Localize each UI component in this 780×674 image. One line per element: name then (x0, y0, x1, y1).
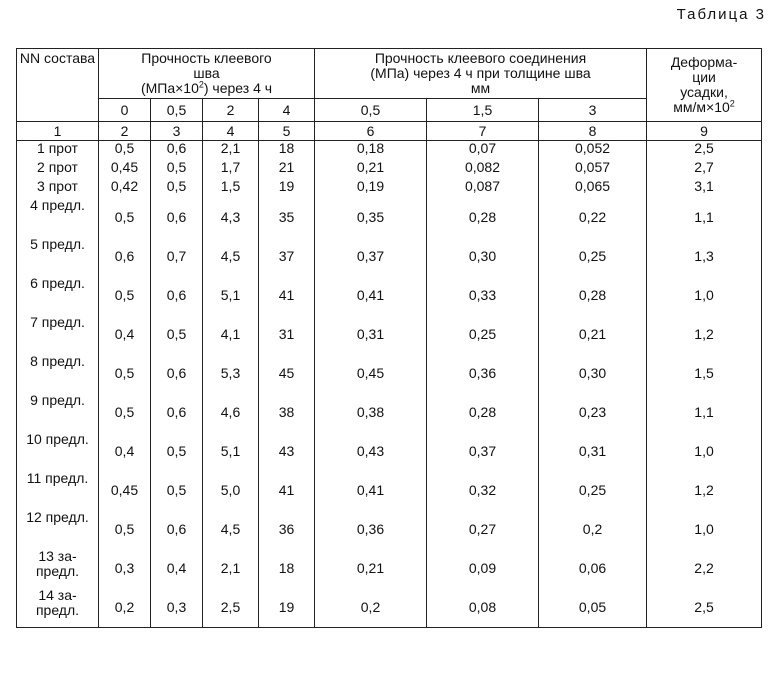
header-seam-strength-line2: шва (193, 65, 220, 81)
table-cell: 1,7 (203, 160, 259, 179)
table-cell: 0,6 (151, 393, 203, 432)
table-cell: 4,3 (203, 198, 259, 237)
table-cell: 0,5 (99, 141, 151, 161)
table-cell: 2,5 (203, 588, 259, 628)
table-cell: 0,18 (315, 141, 427, 161)
subheader-cell: 1,5 (427, 99, 539, 122)
table-cell: 0,5 (151, 315, 203, 354)
composition-name: 6 предл. (17, 276, 99, 315)
table-cell: 0,087 (427, 179, 539, 198)
table-cell: 0,21 (315, 549, 427, 588)
table-cell: 1,0 (647, 276, 762, 315)
subheader-cell: 0,5 (315, 99, 427, 122)
table-cell: 0,43 (315, 432, 427, 471)
composition-name: 4 предл. (17, 198, 99, 237)
table-cell: 21 (259, 160, 315, 179)
table-cell: 0,4 (99, 432, 151, 471)
table-cell: 0,065 (539, 179, 647, 198)
composition-name: 5 предл. (17, 237, 99, 276)
table-cell: 0,057 (539, 160, 647, 179)
table-cell: 0,19 (315, 179, 427, 198)
table-cell: 5,1 (203, 276, 259, 315)
table-cell: 1,5 (203, 179, 259, 198)
header-seam-strength-line3: $(МПа\times 10^2)$ через 4 ч (140, 79, 273, 96)
composition-name: 2 прот (17, 160, 99, 179)
table-cell: 43 (259, 432, 315, 471)
table-cell: 0,6 (151, 510, 203, 549)
composition-name: 11 предл. (17, 471, 99, 510)
table-row (17, 179, 762, 198)
table-cell: 0,25 (427, 315, 539, 354)
table-cell: 5,3 (203, 354, 259, 393)
table-cell: 0,45 (99, 160, 151, 179)
table-cell: 0,31 (315, 315, 427, 354)
table-cell: 2,2 (647, 549, 762, 588)
table-row (17, 549, 762, 588)
table-cell: 0,05 (539, 588, 647, 628)
composition-name: 10 предл. (17, 432, 99, 471)
table-cell: 0,28 (427, 393, 539, 432)
column-number: 7 (427, 122, 539, 141)
table-cell: 1,1 (647, 198, 762, 237)
table-cell: 0,08 (427, 588, 539, 628)
table-row (17, 510, 762, 549)
composition-name: 1 прот (17, 141, 99, 161)
column-number: 6 (315, 122, 427, 141)
table-cell: 0,25 (539, 471, 647, 510)
table-body (17, 141, 762, 628)
table-cell: 0,4 (99, 315, 151, 354)
column-number: 5 (259, 122, 315, 141)
table-cell: 5,0 (203, 471, 259, 510)
table-cell: 0,07 (427, 141, 539, 161)
composition-name: 3 прот (17, 179, 99, 198)
table-cell: 1,0 (647, 510, 762, 549)
table-cell: 1,1 (647, 393, 762, 432)
table-cell: 0,5 (151, 160, 203, 179)
table-cell: 35 (259, 198, 315, 237)
table-cell: 0,37 (315, 237, 427, 276)
subheader-cell: 3 (539, 99, 647, 122)
table-cell: 0,5 (99, 510, 151, 549)
table-row (17, 237, 762, 276)
table-row (17, 588, 762, 628)
table-row (17, 354, 762, 393)
table-cell: 0,3 (151, 588, 203, 628)
header-joint-strength-line2: (МПа) через 4 ч при толщине шва (370, 65, 591, 81)
table-cell: 0,21 (539, 315, 647, 354)
table-cell: 4,1 (203, 315, 259, 354)
table-cell: 0,41 (315, 276, 427, 315)
table-cell: 0,5 (151, 179, 203, 198)
data-table (16, 48, 762, 628)
table-cell: 0,21 (315, 160, 427, 179)
table-cell: 0,45 (315, 354, 427, 393)
table-cell: 1,2 (647, 471, 762, 510)
table-header (17, 49, 762, 141)
table-cell: 0,5 (99, 198, 151, 237)
table-cell: 0,35 (315, 198, 427, 237)
column-number: 1 (17, 122, 99, 141)
table-cell: 0,30 (427, 237, 539, 276)
table-cell: 0,23 (539, 393, 647, 432)
header-shrinkage: Деформа- ции усадки, $мм/м\times 10^2$ (647, 49, 762, 122)
table-cell: 0,5 (151, 432, 203, 471)
table-cell: 0,082 (427, 160, 539, 179)
table-cell: 0,31 (539, 432, 647, 471)
header-joint-strength-line3: мм (470, 80, 491, 96)
table-cell: 0,5 (151, 471, 203, 510)
table-cell: 1,2 (647, 315, 762, 354)
subheader-cell: 0,5 (151, 99, 203, 122)
table-cell: 19 (259, 179, 315, 198)
table-cell: 0,37 (427, 432, 539, 471)
table-cell: 41 (259, 471, 315, 510)
table-cell: 0,28 (427, 198, 539, 237)
table-cell: 2,7 (647, 160, 762, 179)
composition-name: 7 предл. (17, 315, 99, 354)
table-row (17, 141, 762, 161)
table-cell: 0,22 (539, 198, 647, 237)
composition-name: 12 предл. (17, 510, 99, 549)
table-cell: 2,5 (647, 141, 762, 161)
table-row (17, 315, 762, 354)
table-cell: 0,25 (539, 237, 647, 276)
table-cell: 4,6 (203, 393, 259, 432)
table-cell: 0,6 (151, 141, 203, 161)
table-cell: 0,6 (151, 198, 203, 237)
header-seam-strength (99, 49, 315, 99)
table-row (17, 276, 762, 315)
header-joint-strength-line1: Прочность клеевого соединения (374, 50, 587, 66)
table-row (17, 471, 762, 510)
table-cell: 0,2 (539, 510, 647, 549)
table-cell: 38 (259, 393, 315, 432)
table-cell: 0,41 (315, 471, 427, 510)
table-cell: 0,38 (315, 393, 427, 432)
table-cell: 0,6 (151, 354, 203, 393)
column-number: 3 (151, 122, 203, 141)
table-cell: 37 (259, 237, 315, 276)
table-cell: 1,3 (647, 237, 762, 276)
composition-name: 8 предл. (17, 354, 99, 393)
table-cell: 0,28 (539, 276, 647, 315)
table-cell: 0,3 (99, 549, 151, 588)
table-cell: 41 (259, 276, 315, 315)
table-cell: 1,0 (647, 432, 762, 471)
table-cell: 4,5 (203, 510, 259, 549)
table-cell: 5,1 (203, 432, 259, 471)
table-cell: 0,27 (427, 510, 539, 549)
column-number: 8 (539, 122, 647, 141)
composition-name: 14 за-предл. (17, 588, 99, 628)
table-cell: 0,5 (99, 276, 151, 315)
table-cell: 0,33 (427, 276, 539, 315)
table-row (17, 160, 762, 179)
table-caption: Таблица 3 (676, 6, 766, 23)
table-cell: 0,06 (539, 549, 647, 588)
table-cell: 0,36 (427, 354, 539, 393)
table-cell: 0,09 (427, 549, 539, 588)
subheader-cell: 2 (203, 99, 259, 122)
table-row (17, 198, 762, 237)
subheader-cell: 4 (259, 99, 315, 122)
composition-name: 9 предл. (17, 393, 99, 432)
table-row (17, 432, 762, 471)
column-numbers-row (17, 122, 762, 141)
table-cell: 2,1 (203, 549, 259, 588)
table-row (17, 393, 762, 432)
table-cell: 18 (259, 141, 315, 161)
table-cell: 0,052 (539, 141, 647, 161)
table-cell: 36 (259, 510, 315, 549)
header-composition: NN состава (17, 49, 99, 122)
table-cell: 0,36 (315, 510, 427, 549)
table-cell: 0,32 (427, 471, 539, 510)
table-cell: 19 (259, 588, 315, 628)
subheader-cell: 0 (99, 99, 151, 122)
column-number: 4 (203, 122, 259, 141)
table-cell: 1,5 (647, 354, 762, 393)
table-cell: 0,5 (99, 354, 151, 393)
composition-name: 13 за-предл. (17, 549, 99, 588)
header-seam-strength-line1: Прочность клеевого (141, 50, 272, 66)
table-cell: 0,2 (99, 588, 151, 628)
table-cell: 4,5 (203, 237, 259, 276)
table-cell: 3,1 (647, 179, 762, 198)
table-cell: 0,7 (151, 237, 203, 276)
table-cell: 0,6 (151, 276, 203, 315)
table-cell: 0,30 (539, 354, 647, 393)
header-joint-strength (315, 49, 647, 99)
table-cell: 0,5 (99, 393, 151, 432)
table-cell: 18 (259, 549, 315, 588)
table-cell: 2,5 (647, 588, 762, 628)
table-cell: 0,6 (99, 237, 151, 276)
table-cell: 45 (259, 354, 315, 393)
table-cell: 31 (259, 315, 315, 354)
table-cell: 0,42 (99, 179, 151, 198)
table-cell: 0,45 (99, 471, 151, 510)
column-number: 2 (99, 122, 151, 141)
table-cell: 2,1 (203, 141, 259, 161)
table-cell: 0,2 (315, 588, 427, 628)
table-cell: 0,4 (151, 549, 203, 588)
column-number: 9 (647, 122, 762, 141)
